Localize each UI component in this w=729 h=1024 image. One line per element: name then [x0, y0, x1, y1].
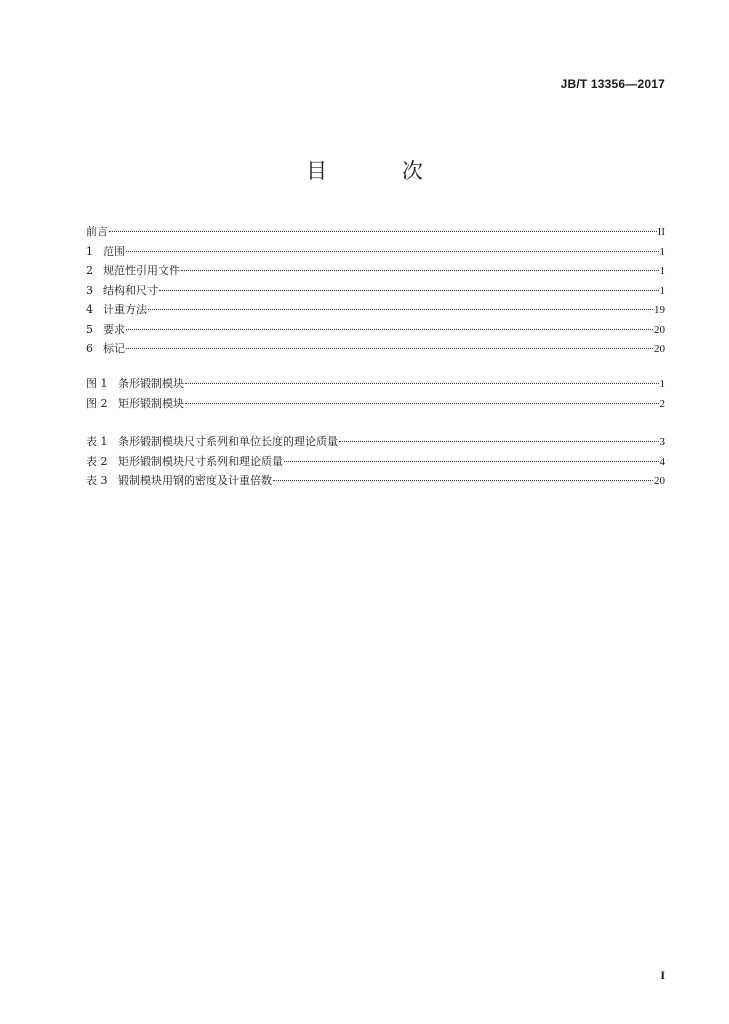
toc-entry-label: 结构和尺寸	[103, 283, 158, 297]
page-title: 目 次	[306, 159, 457, 183]
dot-leader	[185, 383, 659, 384]
dot-leader	[185, 403, 659, 404]
dot-leader	[109, 231, 657, 232]
toc-entry-page: 3	[659, 436, 665, 448]
toc-entry-label: 锻制模块用钢的密度及计重倍数	[118, 474, 272, 487]
dot-leader	[284, 461, 659, 462]
toc-entry-number: 1	[86, 244, 93, 258]
toc-entry-label: 标记	[103, 342, 125, 355]
dot-leader	[181, 270, 659, 271]
toc-entry-table-3[interactable]	[86, 471, 665, 491]
toc-entry-page: 20	[654, 475, 665, 487]
toc-entry-label: 矩形锻制模块尺寸系列和理论质量	[118, 454, 283, 468]
toc-entry-structure-dimensions[interactable]	[86, 281, 665, 301]
page-number: I	[660, 968, 665, 982]
toc-tables	[86, 432, 665, 491]
toc-entry-page: 1	[659, 265, 665, 277]
toc-entry-number: 图 2	[86, 396, 108, 410]
dot-leader	[159, 290, 659, 291]
toc-entry-page: 19	[654, 304, 665, 316]
toc-entry-page: 4	[659, 455, 665, 468]
toc-entry-number: 表 3	[86, 474, 108, 487]
toc-entry-page: 1	[659, 378, 665, 390]
toc-entry-weighing-method[interactable]	[86, 300, 665, 320]
toc-entry-label: 计重方法	[103, 303, 147, 316]
toc-entry-label: 前言	[86, 225, 108, 238]
toc-entry-requirements[interactable]	[86, 320, 665, 340]
toc-entry-page: II	[657, 226, 665, 238]
toc-entry-number: 6	[86, 342, 93, 355]
toc-entry-label: 要求	[103, 322, 125, 336]
toc-entry-number: 2	[86, 264, 93, 277]
toc-entry-label: 规范性引用文件	[103, 264, 180, 277]
toc-entry-label: 条形锻制模块	[118, 377, 184, 390]
toc-sections	[86, 222, 665, 359]
toc-entry-normative-references[interactable]	[86, 261, 665, 281]
toc-entry-number: 3	[86, 283, 93, 297]
toc-figures	[86, 374, 665, 413]
dot-leader	[273, 480, 653, 481]
toc-entry-number: 图 1	[86, 377, 108, 390]
toc-entry-label: 条形锻制模块尺寸系列和单位长度的理论质量	[118, 435, 338, 448]
toc-entry-number: 5	[86, 322, 93, 336]
dot-leader	[148, 309, 653, 310]
dot-leader	[126, 251, 659, 252]
toc-entry-page: 20	[654, 323, 665, 336]
dot-leader	[339, 441, 659, 442]
toc-entry-scope[interactable]	[86, 242, 665, 262]
standard-code: JB/T 13356—2017	[560, 77, 665, 91]
toc-entry-page: 2	[659, 397, 665, 410]
toc-entry-label: 矩形锻制模块	[118, 396, 184, 410]
toc-entry-number: 表 2	[86, 454, 108, 468]
toc-entry-table-1[interactable]	[86, 432, 665, 452]
toc-entry-page: 1	[659, 245, 665, 258]
toc-entry-number: 表 1	[86, 435, 108, 448]
toc-entry-number: 4	[86, 303, 93, 316]
toc-entry-foreword[interactable]	[86, 222, 665, 242]
toc-entry-figure-1[interactable]	[86, 374, 665, 394]
toc-entry-page: 1	[659, 284, 665, 297]
toc-entry-table-2[interactable]	[86, 452, 665, 472]
toc-entry-figure-2[interactable]	[86, 394, 665, 414]
toc-entry-label: 范围	[103, 244, 125, 258]
toc-entry-page: 20	[654, 343, 665, 355]
toc-entry-marking[interactable]	[86, 339, 665, 359]
dot-leader	[126, 329, 653, 330]
dot-leader	[126, 348, 653, 349]
